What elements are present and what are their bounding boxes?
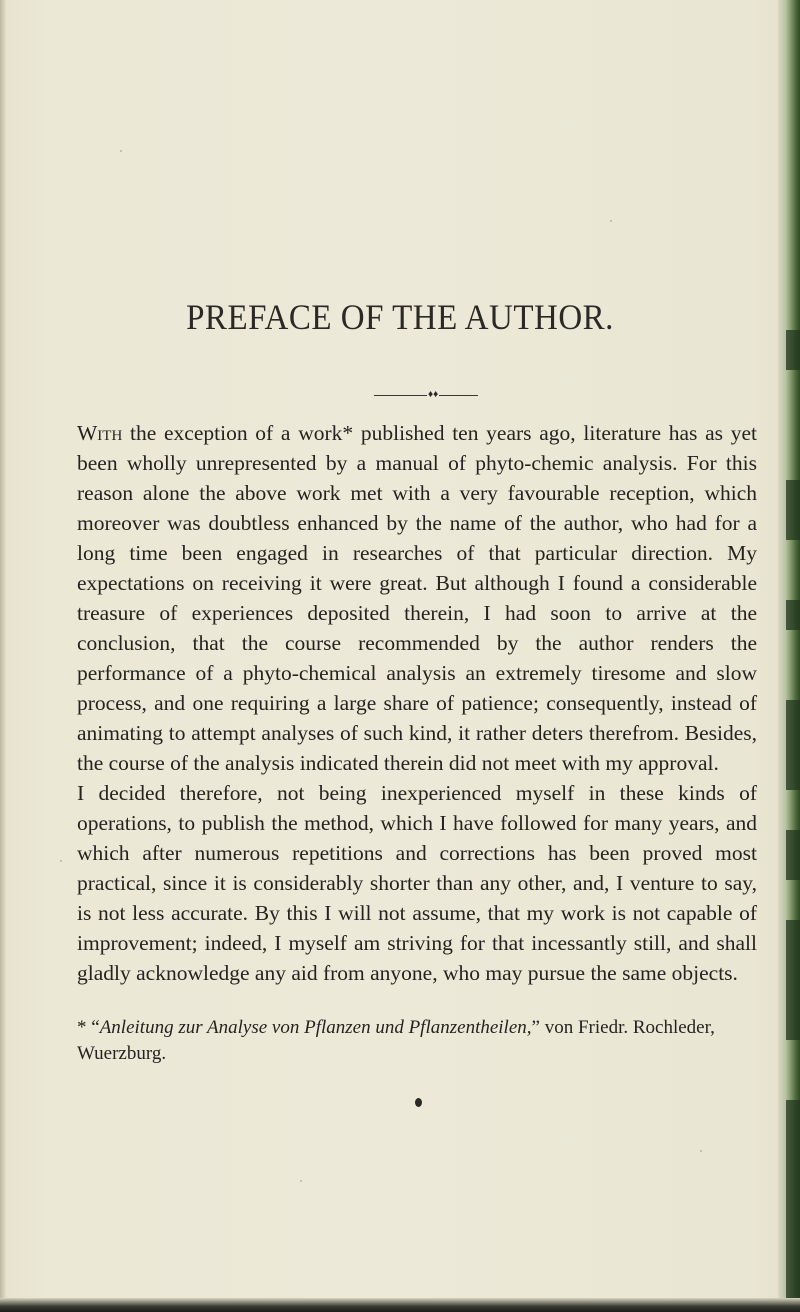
footnote	[77, 1015, 757, 1067]
paragraph-2	[77, 778, 757, 988]
preface-body	[77, 418, 757, 988]
page-title: PREFACE OF THE AUTHOR.	[186, 298, 614, 338]
paragraph-2-text: I decided therefore, not being inexperienced myself in these kinds of operations, to publish the method, which I have followed for many years, and which after numerous repetitions and corrections has been proved most practical, since it is considerably shorter than any other, and, I venture to say, is not less accurate. By this I will not assume, that my work is not capable of improvement; indeed, I myself am striving for that incessantly still, and shall gladly acknowledge any aid from anyone, who may pursue the same objects.	[77, 781, 757, 985]
paragraph-1-text: the exception of a work* published ten years ago, literature has as yet been wholly unrepresented by a manual of phyto-chemic analysis. For this reason alone the above work met with a very favourable reception, which moreover was doubtless enhanced by the name of the author, who had for a long time been engaged in researches of that particular direction. My expectations on receiving it were great. But although I found a considerable treasure of experiences deposited therein, I had soon to arrive at the conclusion, that the course recommended by the author renders the performance of a phyto-chemical analysis an extremely tiresome and slow process, and one requiring a large share of patience; consequently, instead of animating to attempt analyses of such kind, it rather deters therefrom. Besides, the course of the analysis indicated therein did not meet with my approval.	[77, 421, 757, 775]
page-right-edge	[778, 0, 800, 1312]
footnote-marker: * “	[77, 1017, 100, 1038]
page-left-edge	[0, 0, 6, 1312]
paragraph-1	[77, 418, 757, 778]
paragraph-1-lead: With	[77, 421, 123, 445]
footnote-title: Anleitung zur Analyse von Pflanzen und Pflanzentheilen,	[99, 1017, 532, 1038]
title-ornament: ♦♦	[428, 389, 439, 400]
ink-dot	[415, 1098, 422, 1107]
footnote-rest: ” von Friedr. Rochleder, Wuerzburg.	[77, 1017, 715, 1064]
page-bottom-edge	[0, 1298, 800, 1312]
title-rule	[374, 395, 478, 396]
